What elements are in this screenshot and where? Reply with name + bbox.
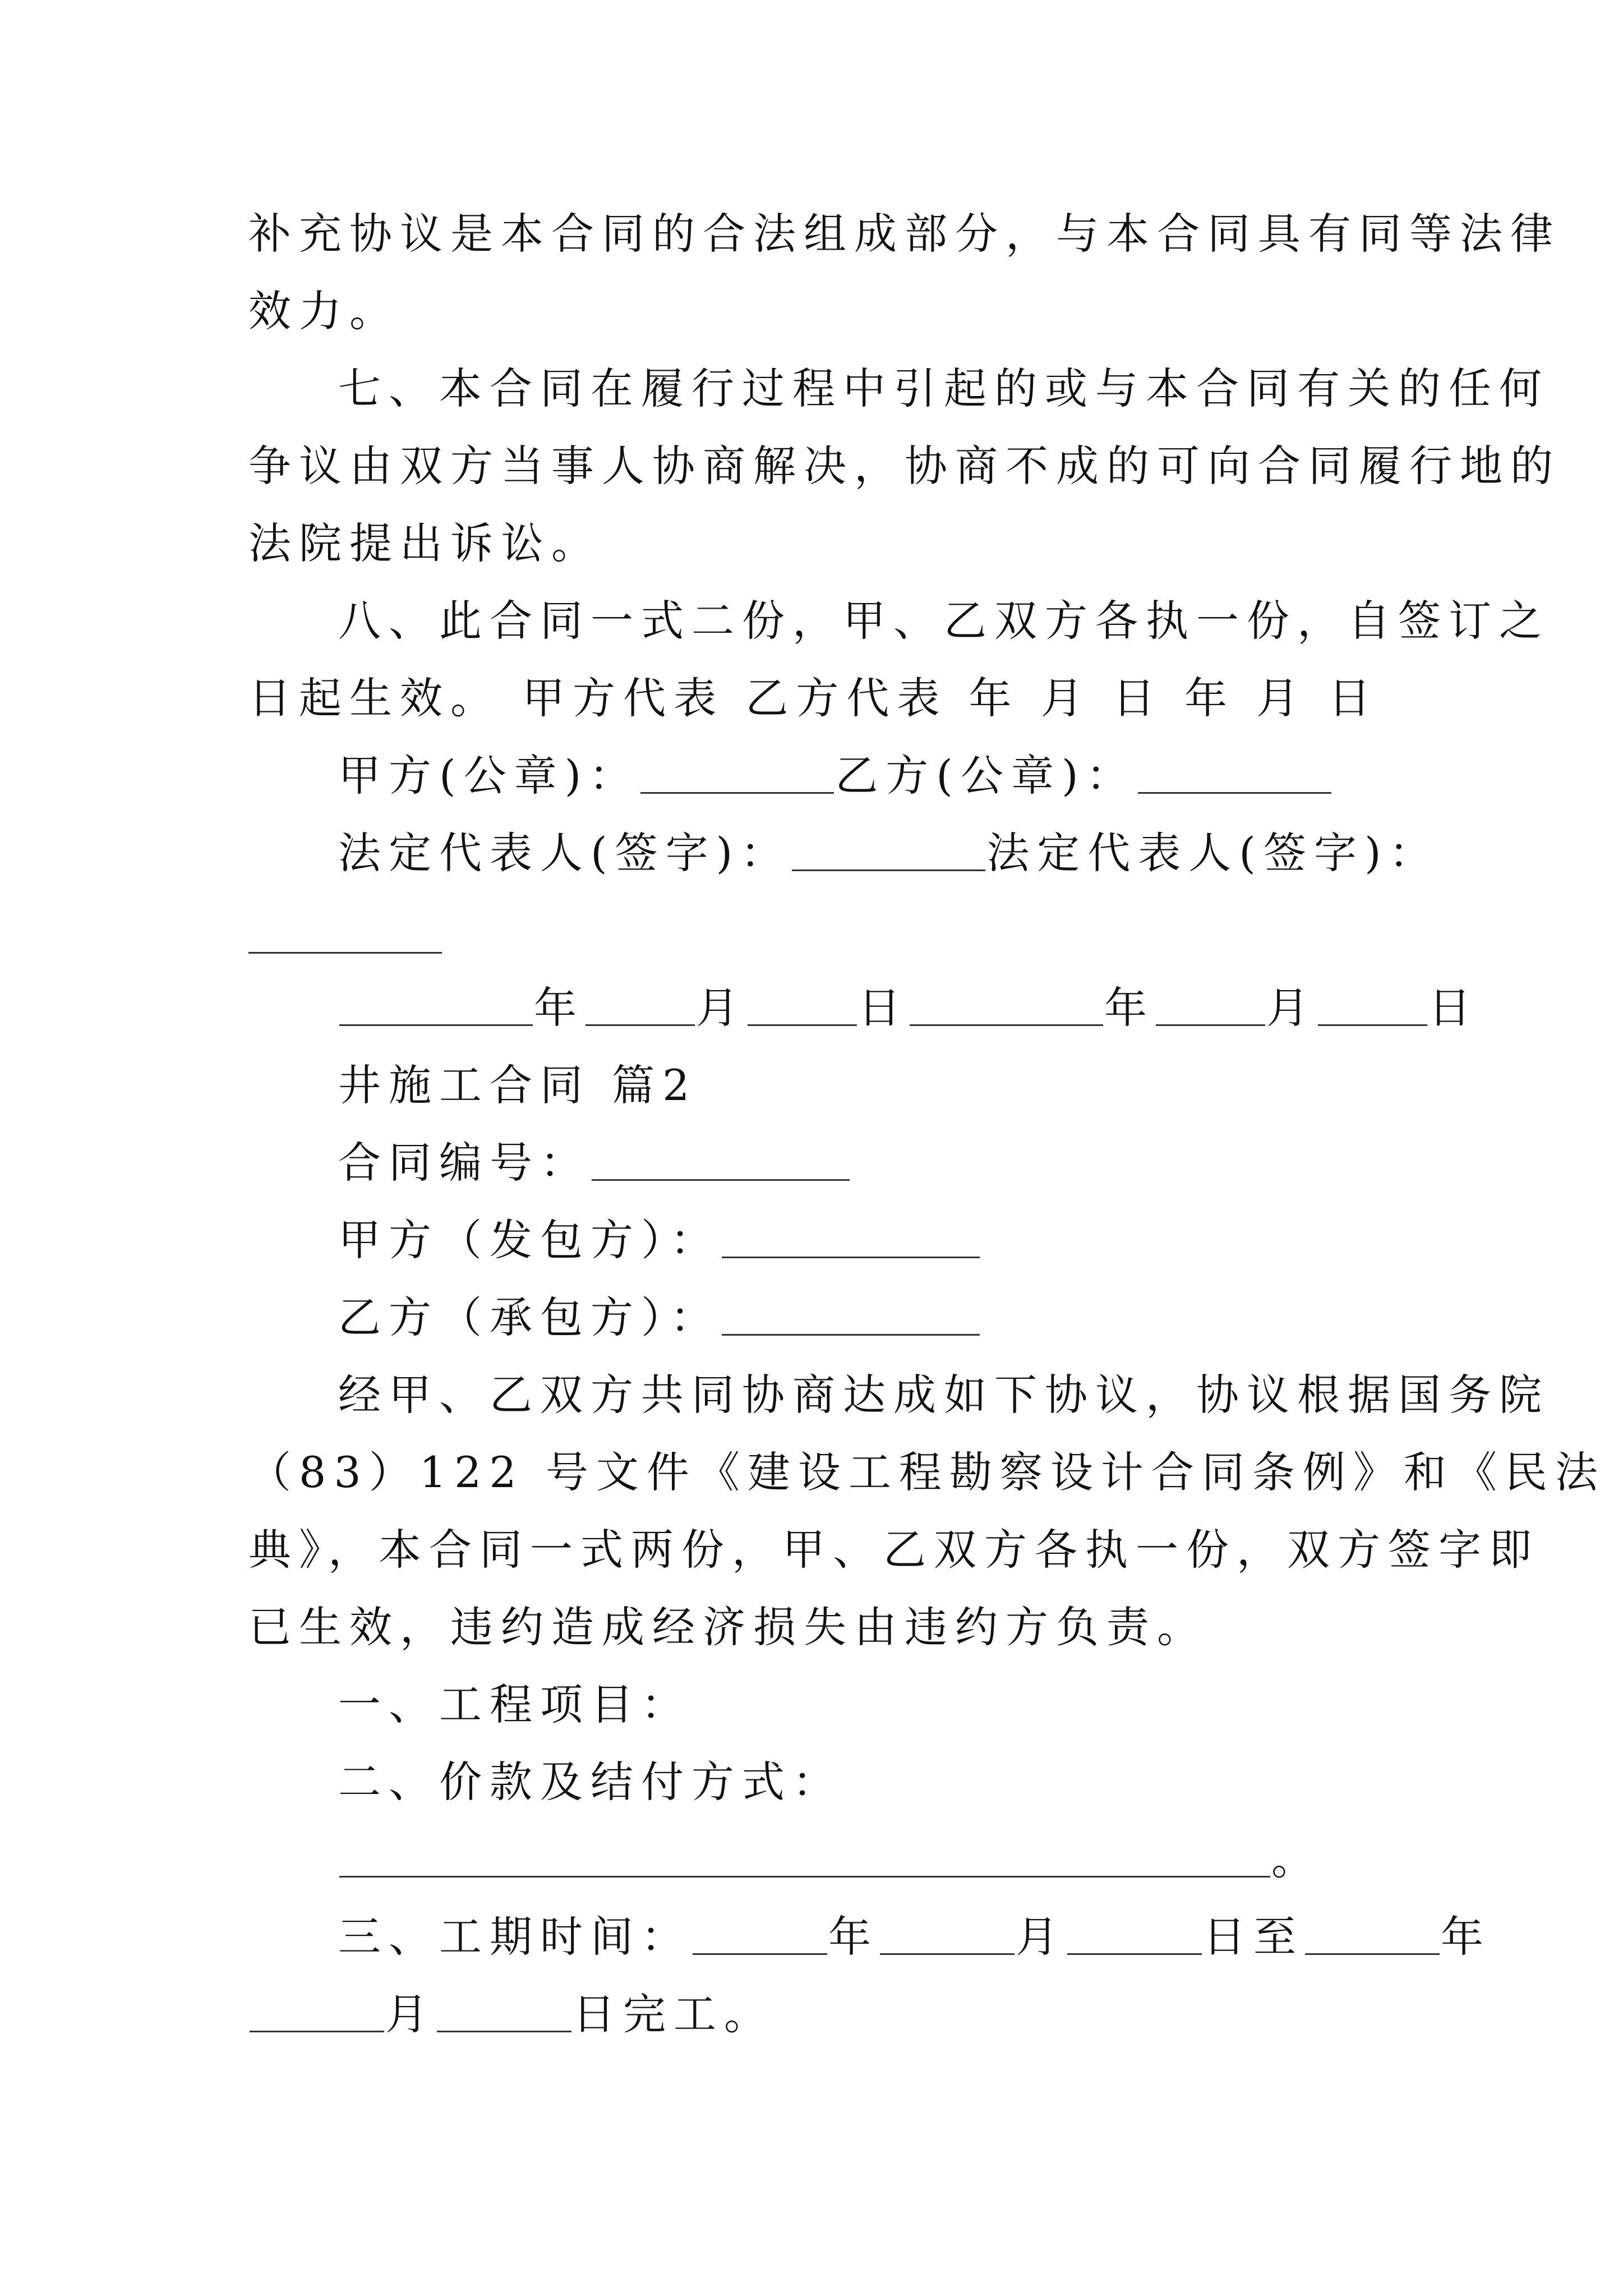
year-a-blank — [339, 988, 533, 1026]
payment-blank — [339, 1840, 1270, 1878]
item-payment: 二、价款及结付方式： — [338, 1757, 843, 1807]
start-month-label: 月 — [1016, 1912, 1066, 1962]
year-b-blank — [910, 988, 1103, 1026]
month-b-label: 月 — [1266, 983, 1317, 1033]
legal-rep-row — [248, 815, 1440, 892]
paragraph-line: 已生效，违约造成经济损失由违约方负责。 — [248, 1602, 1207, 1652]
day-b-blank — [1318, 988, 1427, 1026]
paragraph-line: 补充协议是本合同的合法组成部分，与本合同具有同等法律 — [248, 209, 1561, 259]
start-year-blank — [693, 1917, 827, 1955]
party-a-row — [248, 1202, 1381, 1279]
day-a-label: 日 — [858, 983, 909, 1033]
payment-blank-row — [248, 1821, 1381, 1898]
end-day-label: 日完工。 — [573, 1989, 774, 2039]
start-year-label: 年 — [828, 1912, 879, 1962]
party-b-seal-label: 乙方(公章)： — [835, 751, 1137, 800]
month-a-label: 月 — [696, 983, 746, 1033]
schedule-row-2 — [248, 1976, 1381, 2053]
end-year-label: 年 — [1441, 1912, 1491, 1962]
end-year-blank — [1305, 1917, 1440, 1955]
year-b-label: 年 — [1104, 983, 1155, 1033]
party-b-label: 乙方（承包方）： — [338, 1292, 721, 1342]
end-month-blank — [250, 1995, 384, 2032]
paragraph-line: 八、此合同一式二份，甲、乙双方各执一份，自签订之 — [338, 596, 1550, 646]
party-b-row — [248, 1279, 1381, 1356]
end-day-blank — [437, 1995, 571, 2032]
contract-no-row — [248, 1124, 1381, 1202]
party-b-blank — [722, 1298, 980, 1336]
schedule-label: 三、工期时间： — [338, 1912, 691, 1962]
paragraph-line: 效力。 — [248, 286, 400, 336]
party-a-seal-label: 甲方(公章)： — [338, 751, 640, 800]
start-day-blank — [1067, 1917, 1202, 1955]
paragraph-line: 经甲、乙双方共同协商达成如下协议，协议根据国务院 — [338, 1370, 1550, 1420]
paragraph-line: 七、本合同在履行过程中引起的或与本合同有关的任何 — [338, 364, 1550, 413]
party-a-label: 甲方（发包方）： — [338, 1215, 721, 1265]
payment-end-mark: 。 — [1271, 1834, 1322, 1884]
item-project: 一、工程项目： — [338, 1680, 691, 1729]
contract-no-label: 合同编号： — [338, 1138, 591, 1188]
start-month-blank — [880, 1917, 1015, 1955]
seal-row — [248, 737, 1381, 815]
month-b-blank — [1156, 988, 1265, 1026]
schedule-row — [248, 1898, 1491, 1976]
paragraph-line: 争议由双方当事人协商解决，协商不成的可向合同履行地的 — [248, 441, 1561, 491]
end-month-label: 月 — [385, 1989, 436, 2039]
year-a-label: 年 — [534, 983, 584, 1033]
legal-rep-a-blank — [792, 834, 985, 871]
date-row — [248, 969, 1479, 1047]
legal-rep-a-label: 法定代表人(签字)： — [338, 828, 791, 878]
legal-rep-b-blank-row — [248, 892, 1381, 969]
party-b-seal-blank — [1138, 756, 1331, 794]
day-a-blank — [748, 988, 857, 1026]
paragraph-line: 法院提出诉讼。 — [248, 518, 602, 568]
document-body — [248, 195, 1606, 2053]
month-a-blank — [585, 988, 695, 1026]
day-b-label: 日 — [1428, 983, 1479, 1033]
section-title: 井施工合同 篇2 — [338, 1060, 698, 1110]
paragraph-line: 典》，本合同一式两份，甲、乙双方各执一份，双方签字即 — [248, 1525, 1539, 1575]
start-day-label: 日至 — [1203, 1912, 1304, 1962]
legal-rep-b-label: 法定代表人(签字)： — [986, 828, 1440, 878]
paragraph-line: （83）122 号文件《建设工程勘察设计合同条例》和《民法 — [248, 1447, 1606, 1497]
legal-rep-b-blank — [248, 952, 442, 954]
paragraph-line: 日起生效。 甲方代表 乙方代表 年 月 日 年 月 日 — [248, 673, 1379, 723]
party-a-blank — [722, 1221, 980, 1258]
contract-no-blank — [592, 1143, 850, 1181]
party-a-seal-blank — [640, 756, 834, 794]
